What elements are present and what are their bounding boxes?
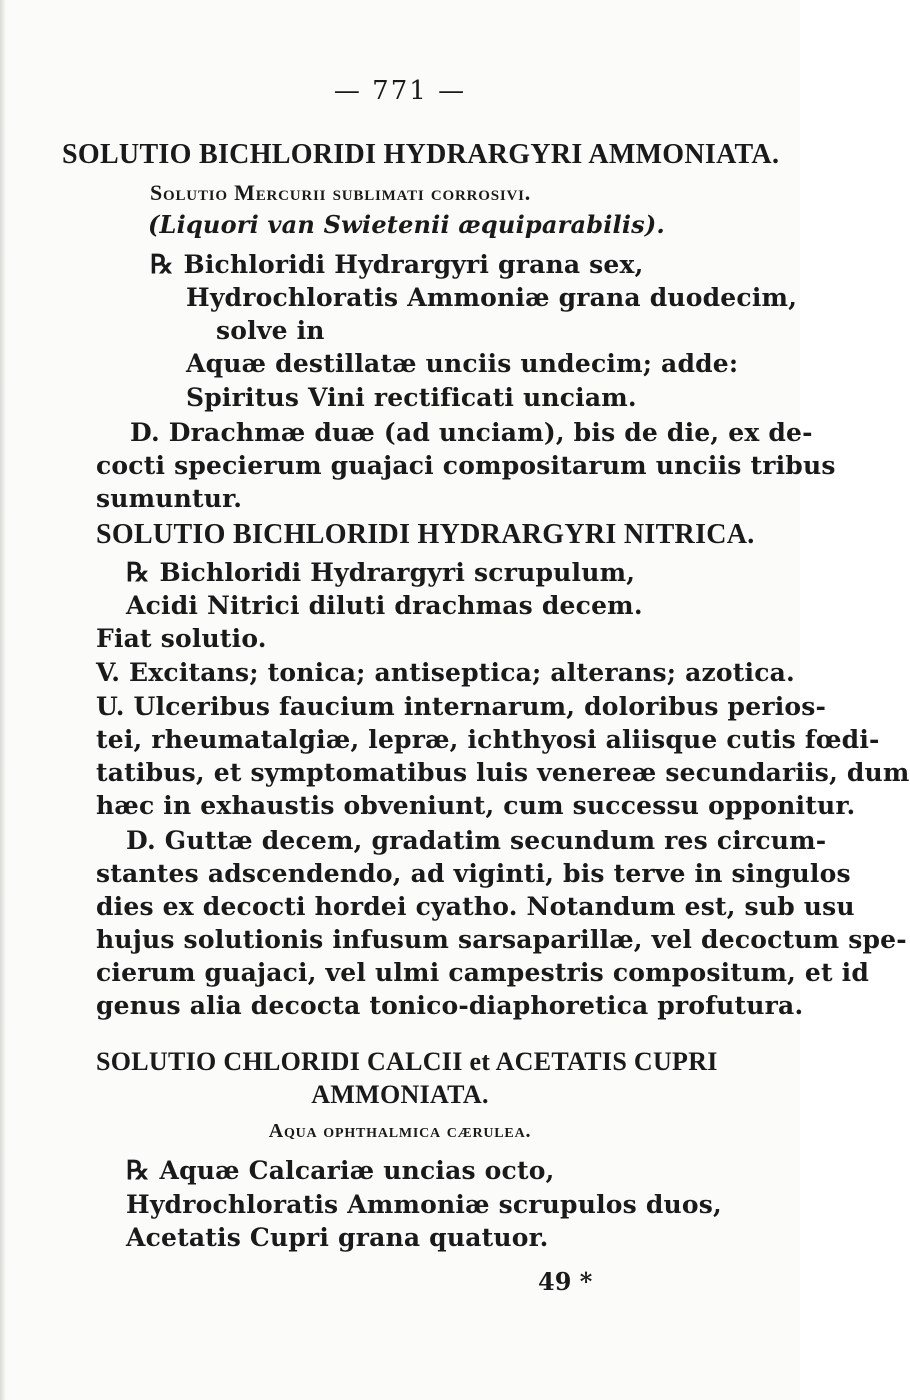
section1-recipe-line-5: Spiritus Vini rectificati unciam. bbox=[186, 383, 637, 412]
section2-title: SOLUTIO BICHLORIDI HYDRARGYRI NITRICA. bbox=[96, 519, 755, 550]
section2-recipe-text-1: Bichloridi Hydrargyri scrupulum, bbox=[159, 558, 636, 587]
section3-recipe-text-1: Aquæ Calcariæ uncias octo, bbox=[159, 1156, 555, 1185]
section3-recipe-line-1 bbox=[126, 1156, 555, 1186]
section1-recipe-line-4: Aquæ destillatæ unciis undecim; adde: bbox=[186, 349, 739, 378]
section3-title-line-1: SOLUTIO CHLORIDI CALCII et ACETATIS CUPRI bbox=[96, 1047, 718, 1076]
section2-usage-line-1: U. Ulceribus faucium internarum, doloribus perios- bbox=[96, 692, 827, 721]
section1-synonym: (Liquori van Swietenii æquiparabilis). bbox=[148, 210, 665, 239]
section3-title-line-2: AMMONIATA. bbox=[311, 1080, 489, 1109]
section1-recipe-line-1 bbox=[150, 250, 644, 280]
section2-dose-line-4: hujus solutionis infusum sarsaparillæ, vel decoctum spe- bbox=[96, 925, 907, 954]
section1-title: SOLUTIO BICHLORIDI HYDRARGYRI AMMONIATA. bbox=[62, 139, 780, 170]
section2-recipe-line-2: Acidi Nitrici diluti drachmas decem. bbox=[126, 591, 643, 620]
section1-dose-line-1: D. Drachmæ duæ (ad unciam), bis de die, ex de- bbox=[130, 418, 813, 447]
rx-symbol: ℞ bbox=[150, 250, 174, 280]
section2-virtue-line: V. Excitans; tonica; antiseptica; alterans; azotica. bbox=[96, 658, 795, 687]
section2-dose-line-2: stantes adscendendo, ad viginti, bis terve in singulos bbox=[96, 859, 851, 888]
section2-usage-line-3: tatibus, et symptomatibus luis venereæ secundariis, dum bbox=[96, 758, 910, 787]
section2-dose-line-6: genus alia decocta tonico-diaphoretica profutura. bbox=[96, 991, 804, 1020]
section2-recipe-line-3: Fiat solutio. bbox=[96, 624, 267, 653]
section1-recipe-text-1: Bichloridi Hydrargyri grana sex, bbox=[183, 250, 644, 279]
section2-dose-line-3: dies ex decocti hordei cyatho. Notandum est, sub usu bbox=[96, 892, 855, 921]
section1-dose-line-2: cocti specierum guajaci compositarum unciis tribus bbox=[96, 451, 836, 480]
section1-recipe-line-2: Hydrochloratis Ammoniæ grana duodecim, bbox=[186, 283, 798, 312]
section1-dose-line-3: sumuntur. bbox=[96, 484, 243, 513]
section2-usage-line-4: hæc in exhaustis obveniunt, cum successu opponitur. bbox=[96, 791, 856, 820]
section1-recipe-line-3: solve in bbox=[216, 316, 325, 345]
signature-mark: 49 * bbox=[538, 1267, 593, 1296]
section2-dose-line-5: cierum guajaci, vel ulmi campestris compositum, et id bbox=[96, 958, 870, 987]
binding-edge bbox=[0, 0, 6, 1400]
section2-dose-line-1: D. Guttæ decem, gradatim secundum res circum- bbox=[126, 826, 827, 855]
section3-recipe-line-3: Acetatis Cupri grana quatuor. bbox=[126, 1223, 549, 1252]
section1-subtitle: Solutio Mercurii sublimati corrosivi. bbox=[150, 180, 532, 205]
rx-symbol: ℞ bbox=[126, 558, 150, 588]
page-number: — 771 — bbox=[333, 76, 467, 106]
section3-subtitle: Aqua ophthalmica cærulea. bbox=[268, 1120, 532, 1142]
section2-recipe-line-1 bbox=[126, 558, 635, 588]
section3-recipe-line-2: Hydrochloratis Ammoniæ scrupulos duos, bbox=[126, 1190, 722, 1219]
section2-usage-line-2: tei, rheumatalgiæ, lepræ, ichthyosi aliisque cutis fœdi- bbox=[96, 725, 880, 754]
rx-symbol: ℞ bbox=[126, 1156, 150, 1186]
